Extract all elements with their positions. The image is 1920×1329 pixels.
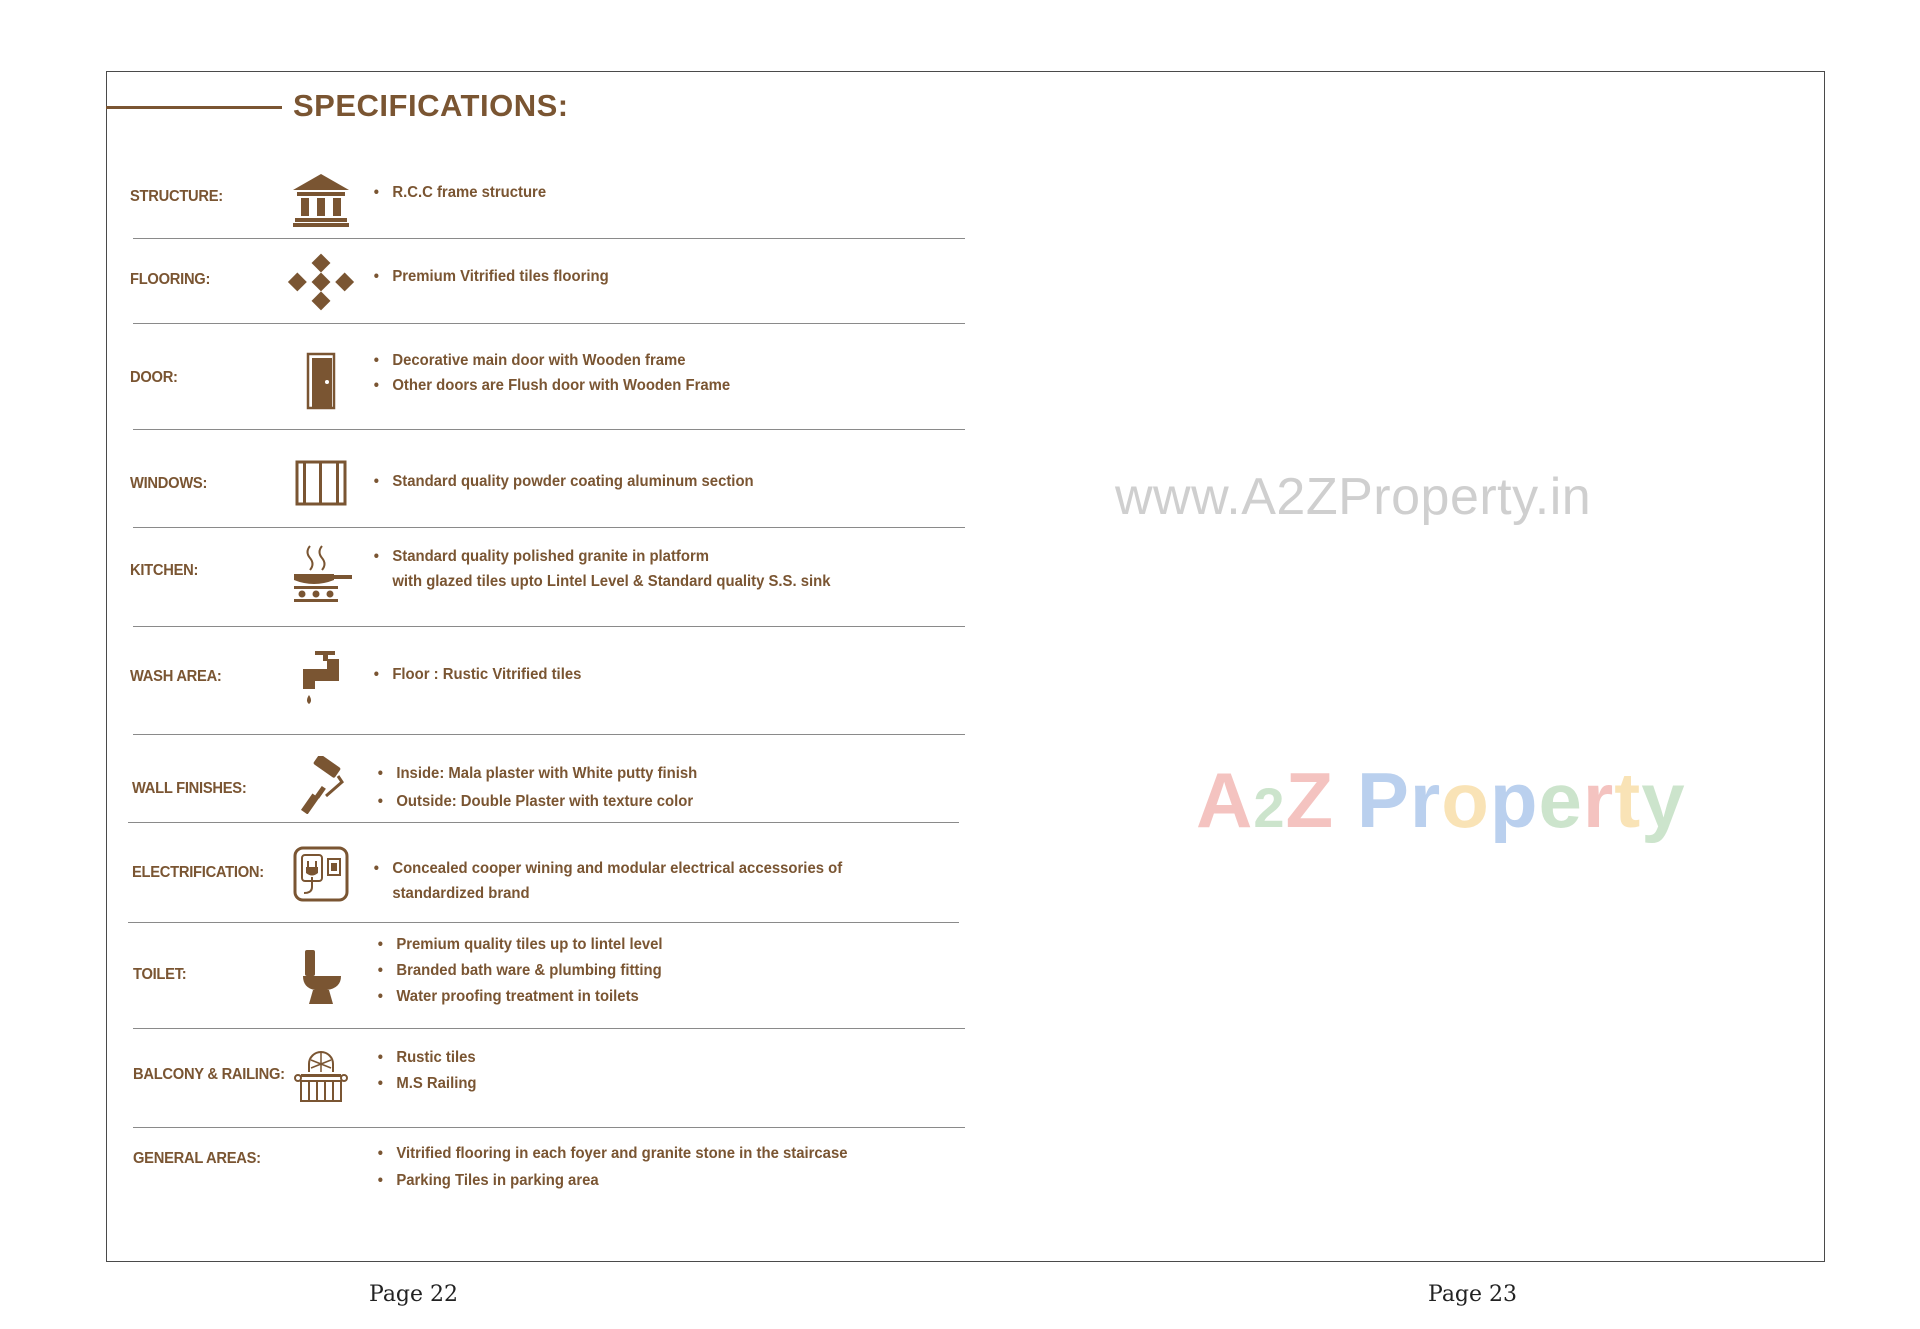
row-divider xyxy=(133,429,965,430)
door-icon xyxy=(286,351,356,411)
row-divider xyxy=(133,626,965,627)
spec-bullet: • R.C.C frame structure xyxy=(373,184,547,201)
tap-icon xyxy=(286,648,356,710)
spec-bullet: • Floor : Rustic Vitrified tiles xyxy=(373,666,582,683)
spec-bullet: • Rustic tiles xyxy=(377,1049,476,1066)
window-icon xyxy=(286,458,356,508)
spec-bullet: • Premium Vitrified tiles flooring xyxy=(373,268,609,285)
spec-row-kitchen xyxy=(126,535,966,623)
row-divider xyxy=(133,323,965,324)
socket-icon xyxy=(286,844,356,904)
spec-row-structure xyxy=(126,166,966,236)
spec-bullet: • Decorative main door with Wooden frame xyxy=(373,352,686,369)
spec-row-toilet xyxy=(126,930,966,1026)
spec-bullet: • Concealed cooper wining and modular electrical accessories of xyxy=(373,860,843,877)
spec-label: ELECTRIFICATION: xyxy=(132,864,264,881)
balcony-icon xyxy=(286,1046,356,1106)
spec-label: BALCONY & RAILING: xyxy=(133,1066,285,1083)
page-title: SPECIFICATIONS: xyxy=(293,88,569,123)
spec-row-general-areas xyxy=(126,1140,966,1210)
row-divider xyxy=(128,822,959,823)
row-divider xyxy=(133,238,965,239)
spec-row-balcony xyxy=(126,1040,966,1124)
row-divider xyxy=(128,922,959,923)
page-number-right: Page 23 xyxy=(1428,1282,1518,1307)
spec-label: STRUCTURE: xyxy=(130,188,223,205)
spec-row-wash-area xyxy=(126,636,966,732)
spec-label: WINDOWS: xyxy=(130,475,208,492)
spec-label: KITCHEN: xyxy=(130,562,199,579)
spec-bullet: • M.S Railing xyxy=(377,1075,477,1092)
spec-bullet: • Standard quality powder coating aluminum section xyxy=(373,473,754,490)
spec-bullet-continuation: with glazed tiles upto Lintel Level & Standard quality S.S. sink xyxy=(392,573,831,590)
spec-label: TOILET: xyxy=(133,966,187,983)
toilet-icon xyxy=(286,944,356,1010)
building-icon xyxy=(286,170,356,230)
row-divider xyxy=(133,1127,965,1128)
stove-icon xyxy=(286,539,356,605)
spec-label: WASH AREA: xyxy=(130,668,222,685)
spec-bullet: • Parking Tiles in parking area xyxy=(377,1172,599,1189)
paint-roller-icon xyxy=(286,752,356,818)
spec-bullet-continuation: standardized brand xyxy=(392,885,530,902)
spec-bullet: • Branded bath ware & plumbing fitting xyxy=(377,962,662,979)
row-divider xyxy=(133,527,965,528)
spec-row-door xyxy=(126,335,966,425)
spec-bullet: • Vitrified flooring in each foyer and granite stone in the staircase xyxy=(377,1145,848,1162)
title-rule xyxy=(106,106,282,109)
spec-label: DOOR: xyxy=(130,369,178,386)
spec-bullet: • Outside: Double Plaster with texture color xyxy=(377,793,694,810)
spec-label: FLOORING: xyxy=(130,271,211,288)
watermark-logo: A2Z Property xyxy=(1196,756,1686,844)
row-divider xyxy=(133,734,965,735)
spec-label: GENERAL AREAS: xyxy=(133,1150,261,1167)
spec-row-wall-finishes xyxy=(126,750,966,820)
spec-row-windows xyxy=(126,440,966,524)
watermark-url: www.A2ZProperty.in xyxy=(1115,468,1592,526)
page-number-left: Page 22 xyxy=(369,1282,459,1307)
spec-bullet: • Premium quality tiles up to lintel level xyxy=(377,936,663,953)
spec-row-electrification xyxy=(126,836,966,920)
spec-bullet: • Other doors are Flush door with Wooden Frame xyxy=(373,377,731,394)
tiles-icon xyxy=(286,248,356,314)
spec-bullet: • Inside: Mala plaster with White putty finish xyxy=(377,765,698,782)
spec-bullet: • Water proofing treatment in toilets xyxy=(377,988,639,1005)
spec-row-flooring xyxy=(126,246,966,322)
spec-bullet: • Standard quality polished granite in platform xyxy=(373,548,709,565)
spec-label: WALL FINISHES: xyxy=(132,780,247,797)
row-divider xyxy=(133,1028,965,1029)
